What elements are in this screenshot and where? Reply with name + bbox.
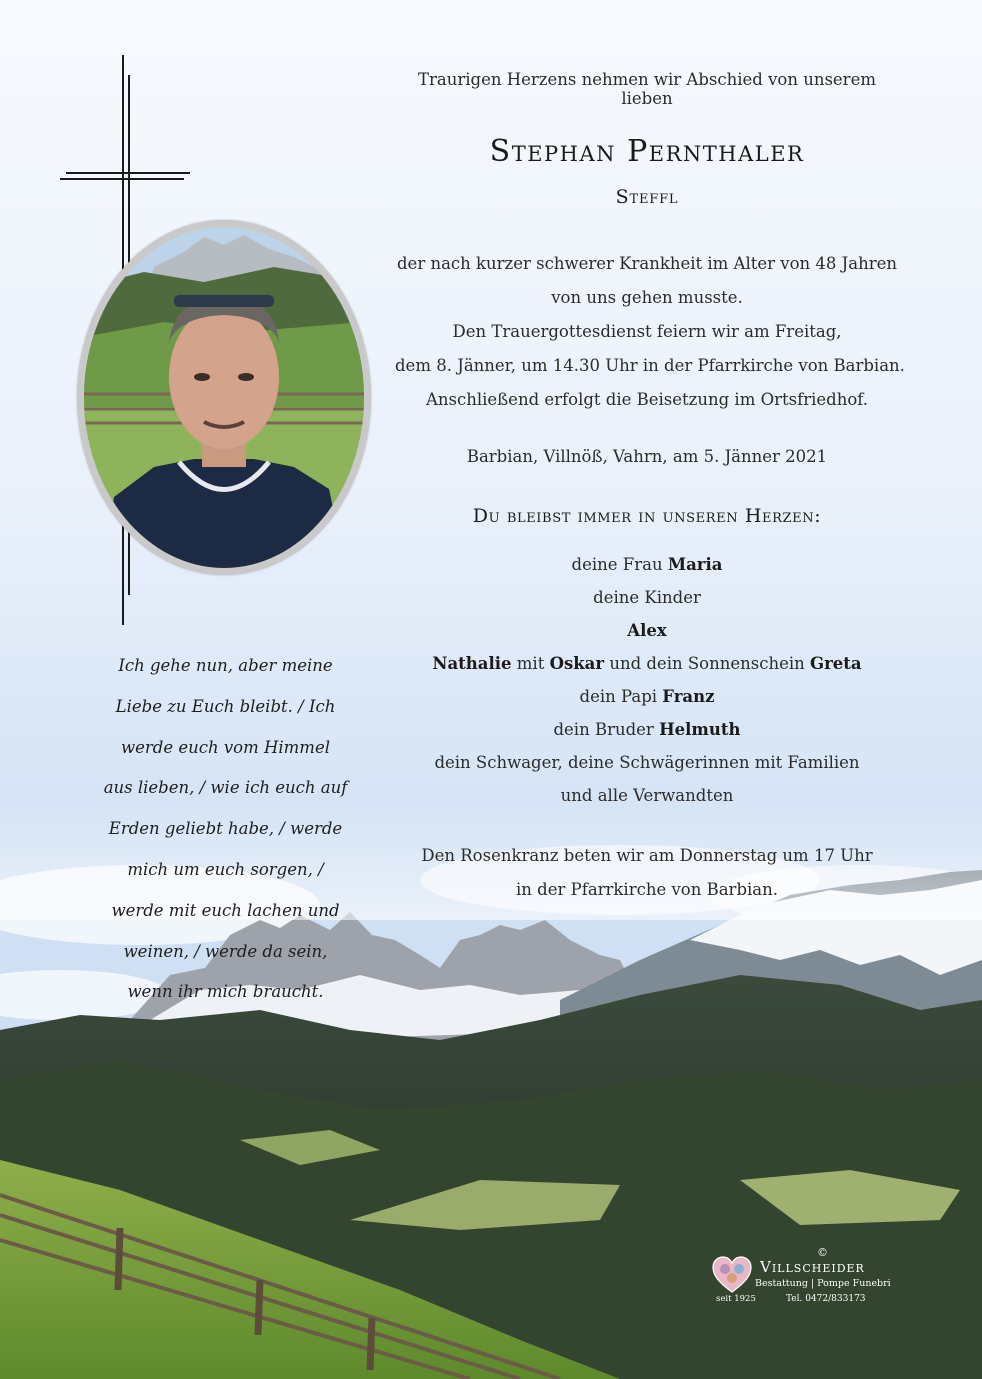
copyright-symbol: © xyxy=(817,1246,828,1259)
relative-children-label: deine Kinder xyxy=(593,588,701,607)
death-notice-text xyxy=(395,247,905,417)
body-line-5: Anschließend erfolgt die Beisetzung im Ortsfriedhof. xyxy=(425,390,869,409)
cross-horizontal-line-bottom xyxy=(60,178,184,180)
body-line-1: der nach kurzer schwerer Krankheit im Alter von 48 Jahren xyxy=(397,254,897,273)
rosary-line-2: in der Pfarrkirche von Barbian. xyxy=(516,880,778,899)
intro-text: Traurigen Herzens nehmen wir Abschied von unserem lieben xyxy=(418,70,876,108)
relative-brother: dein Bruder Helmuth xyxy=(553,720,741,739)
place-date: Barbian, Villnöß, Vahrn, am 5. Jänner 2021 xyxy=(466,447,828,466)
poem-line: Liebe zu Euch bleibt. / Ich xyxy=(115,696,336,716)
poem-line: wenn ihr mich braucht. xyxy=(127,982,324,1002)
relative-wife: deine Frau Maria xyxy=(571,555,723,574)
poem-line: werde mit euch lachen und xyxy=(111,900,340,920)
poem-line: weinen, / werde da sein, xyxy=(123,941,328,961)
farewell-poem xyxy=(88,646,363,1013)
heart-emblem-icon xyxy=(712,1256,752,1294)
wife-name: Maria xyxy=(667,555,723,574)
body-line-2: von uns gehen musste. xyxy=(551,288,743,307)
relatives-heading: Du bleibst immer in unseren Herzen: xyxy=(472,505,822,527)
portrait-photo xyxy=(84,227,364,568)
poem-line: werde euch vom Himmel xyxy=(121,737,330,757)
funeral-home-logo xyxy=(712,1246,902,1312)
deceased-nickname: Steffl xyxy=(615,186,679,208)
deceased-name: Stephan Pernthaler xyxy=(489,134,805,169)
relative-child-1: Alex xyxy=(627,621,667,640)
cross-horizontal-line-top xyxy=(66,172,190,174)
logo-name: Villscheider xyxy=(760,1258,865,1276)
logo-subtitle: Bestattung | Pompe Funebri xyxy=(755,1278,891,1289)
relative-child-2: Nathalie mit Oskar und dein Sonnenschein Greta xyxy=(432,654,862,673)
relative-dad: dein Papi Franz xyxy=(579,687,715,706)
body-line-3: Den Trauergottesdienst feiern wir am Freitag, xyxy=(452,322,842,341)
poem-line: Ich gehe nun, aber meine xyxy=(118,656,333,675)
rosary-notice xyxy=(395,839,899,907)
poem-line: mich um euch sorgen, / xyxy=(127,859,324,879)
poem-line: Erden geliebt habe, / werde xyxy=(108,819,343,839)
logo-phone: Tel. 0472/833173 xyxy=(786,1294,866,1304)
relative-inlaws: dein Schwager, deine Schwägerinnen mit Familien xyxy=(434,753,860,772)
relatives-list xyxy=(395,548,899,812)
relative-all: und alle Verwandten xyxy=(560,786,734,805)
poem-line: aus lieben, / wie ich euch auf xyxy=(103,778,348,798)
logo-since: seit 1925 xyxy=(716,1294,756,1304)
body-line-4: dem 8. Jänner, um 14.30 Uhr in der Pfarrkirche von Barbian. xyxy=(395,356,905,375)
rosary-line-1: Den Rosenkranz beten wir am Donnerstag um 17 Uhr xyxy=(421,846,873,865)
